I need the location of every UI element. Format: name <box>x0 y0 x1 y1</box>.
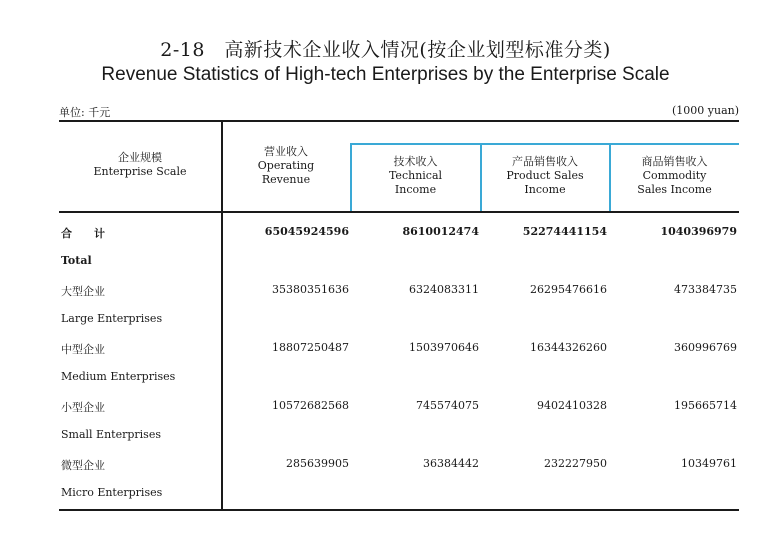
cell-total-product-sales-income: 52274441154 <box>522 225 607 238</box>
cell-small-product-sales-income: 9402410328 <box>537 399 607 412</box>
header-product-sales-income: 产品销售收入 Product Sales Income <box>506 155 584 196</box>
unit-label-cn: 单位: 千元 <box>59 106 111 119</box>
page-title-cn: 2-18 高新技术企业收入情况(按企业划型标准分类) <box>160 39 611 61</box>
header-operating-revenue: 营业收入 Operating Revenue <box>257 145 315 186</box>
cell-micro-product-sales-income: 232227950 <box>544 457 607 470</box>
cell-total-technical-income: 8610012474 <box>402 225 479 238</box>
cell-total-operating-revenue: 65045924596 <box>264 225 349 238</box>
header-technical-income: 技术收入 Technical Income <box>388 155 443 196</box>
row-label-en-total: Total <box>61 254 92 267</box>
cell-micro-operating-revenue: 285639905 <box>286 457 349 470</box>
cell-medium-technical-income: 1503970646 <box>409 341 479 354</box>
cell-medium-commodity-sales-income: 360996769 <box>674 341 737 354</box>
row-label-cn-medium: 中型企业 <box>61 343 105 356</box>
cell-total-commodity-sales-income: 1040396979 <box>660 225 737 238</box>
row-label-en-medium: Medium Enterprises <box>61 370 176 383</box>
row-label-cn-micro: 微型企业 <box>61 459 105 472</box>
page-title-en: Revenue Statistics of High-tech Enterprises by the Enterprise Scale <box>101 64 670 85</box>
table-top-rule <box>59 120 739 122</box>
cell-large-operating-revenue: 35380351636 <box>272 283 349 296</box>
cell-large-technical-income: 6324083311 <box>409 283 479 296</box>
cell-micro-commodity-sales-income: 10349761 <box>681 457 737 470</box>
cell-small-operating-revenue: 10572682568 <box>272 399 349 412</box>
cell-micro-technical-income: 36384442 <box>423 457 479 470</box>
header-commodity-sales-income: 商品销售收入 Commodity Sales Income <box>637 155 712 196</box>
cell-large-commodity-sales-income: 473384735 <box>674 283 737 296</box>
row-label-cn-large: 大型企业 <box>61 285 105 298</box>
unit-label-en: (1000 yuan) <box>671 104 739 117</box>
cell-large-product-sales-income: 26295476616 <box>530 283 607 296</box>
row-label-en-micro: Micro Enterprises <box>61 486 163 499</box>
subheader-top-rule <box>350 143 739 145</box>
row-label-cn-small: 小型企业 <box>61 401 105 414</box>
header-bottom-rule <box>59 211 739 213</box>
row-label-cn-total: 合 计 <box>61 227 105 240</box>
cell-medium-product-sales-income: 16344326260 <box>530 341 607 354</box>
cell-small-technical-income: 745574075 <box>416 399 479 412</box>
header-enterprise-scale: 企业规模 Enterprise Scale <box>93 151 187 178</box>
cell-small-commodity-sales-income: 195665714 <box>674 399 737 412</box>
table-bottom-rule <box>59 509 739 511</box>
row-label-en-large: Large Enterprises <box>61 312 163 325</box>
row-label-en-small: Small Enterprises <box>61 428 161 441</box>
cell-medium-operating-revenue: 18807250487 <box>272 341 349 354</box>
